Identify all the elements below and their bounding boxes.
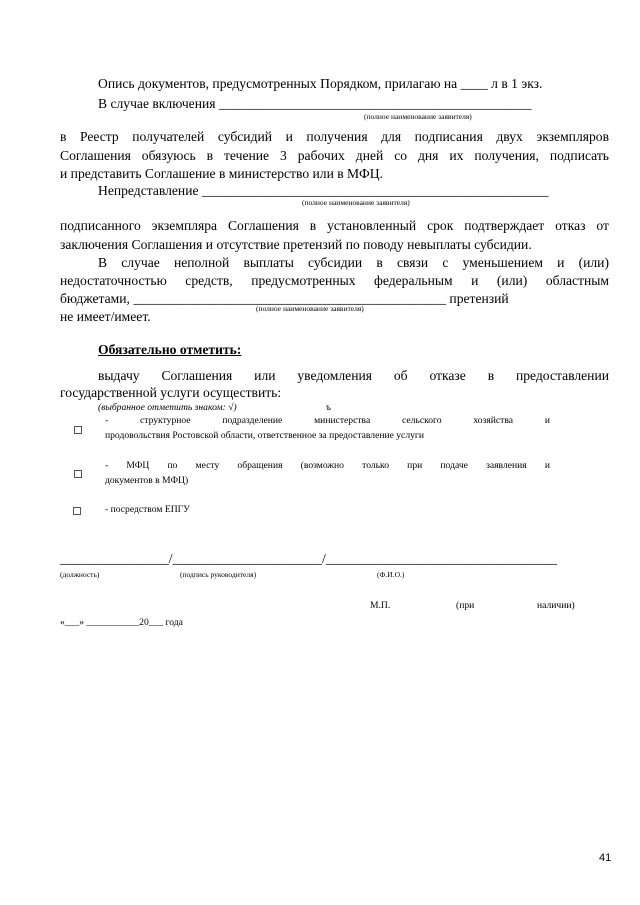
date-line: «___» ___________20___ года <box>60 617 183 628</box>
text-line: Соглашения обязуюсь в течение 3 рабочих дней со дня их получения, подписать <box>60 148 609 163</box>
fio-caption: (Ф.И.О.) <box>377 570 405 579</box>
stamp-label: М.П. <box>370 600 391 611</box>
inventory-line: Опись документов, предусмотренных Порядком, прилагаю на ____ л в 1 экз. <box>98 76 543 91</box>
text-line: выдачу Соглашения или уведомления об отказе в предоставлении <box>98 368 609 383</box>
text-line: подписанного экземпляра Соглашения в установленный срок подтверждает отказ от <box>60 218 609 233</box>
option-mfc-line2: документов в МФЦ) <box>105 475 189 486</box>
selection-hint: (выбранное отметить знаком: √) <box>98 402 237 413</box>
applicant-caption: (полное наименование заявителя) <box>302 198 410 207</box>
inclusion-line: В случае включения ______________________________________________ <box>98 96 532 111</box>
hint-mark: ъ <box>326 402 331 413</box>
applicant-caption: (полное наименование заявителя) <box>256 304 364 313</box>
text-line: и представить Соглашение в министерство или в МФЦ. <box>60 166 383 181</box>
option-ministry-line2: продовольствия Ростовской области, ответственное за предоставление услуги <box>105 430 424 441</box>
text-line: в Реестр получателей субсидий и получения для подписания двух экземпляров <box>60 129 609 144</box>
signature-caption: (подпись руководителя) <box>180 570 257 579</box>
stamp-available-label: наличии) <box>537 600 575 611</box>
option-ministry-line1: - структурное подразделение министерства сельского хозяйства и <box>105 415 550 426</box>
option-epgu-label: - посредством ЕПГУ <box>105 504 190 515</box>
option-checkbox-mfc[interactable] <box>74 470 82 478</box>
non-submission-line: Непредставление ___________________________________________________ <box>98 183 549 198</box>
applicant-caption: (полное наименование заявителя) <box>364 112 472 121</box>
option-checkbox-epgu[interactable] <box>73 507 81 515</box>
text-line: государственной услуги осуществить: <box>60 385 282 400</box>
text-line: заключения Соглашения и отсутствие претензий по поводу невыплаты субсидии. <box>60 237 532 252</box>
page-number: 41 <box>599 852 612 864</box>
option-checkbox-ministry[interactable] <box>74 426 82 434</box>
budget-line: бюджетами, ______________________________________________ претензий <box>60 291 509 306</box>
signature-line: ________________/______________________/__________________________________ <box>60 551 557 566</box>
position-caption: (должность) <box>60 570 100 579</box>
text-line: не имеет/имеет. <box>60 309 151 324</box>
mandatory-heading: Обязательно отметить: <box>98 342 242 357</box>
text-line: недостаточностью средств, предусмотренных федеральным и (или) областным <box>60 273 609 288</box>
text-line: В случае неполной выплаты субсидии в связи с уменьшением и (или) <box>98 255 609 270</box>
stamp-if-label: (при <box>456 600 475 611</box>
option-mfc-line1: - МФЦ по месту обращения (возможно только при подаче заявления и <box>105 460 550 471</box>
